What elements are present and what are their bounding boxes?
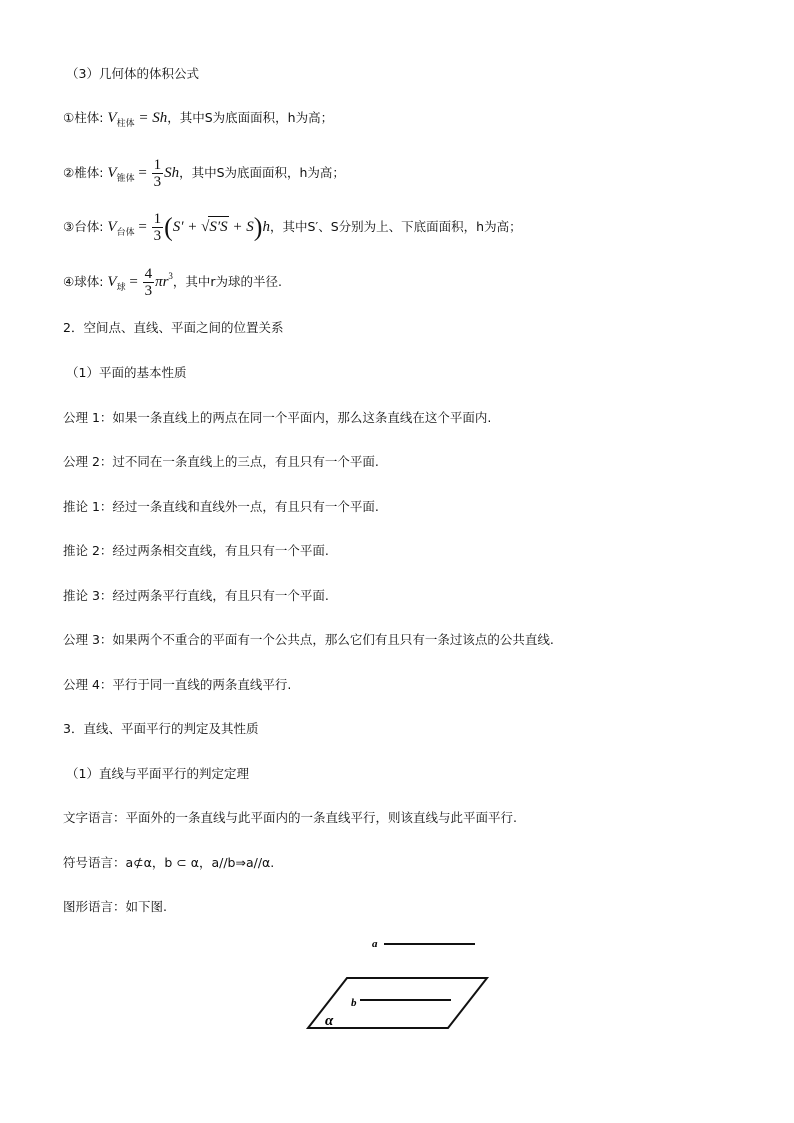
formula-sphere-label: ④球体: [63,274,104,289]
plane-alpha [308,978,487,1028]
corollary-3: 推论 3：经过两条平行直线，有且只有一个平面. [63,588,329,603]
formula-prism: ①柱体: $V_{柱体} = Sh$，其中S为底面面积，h为高； [63,110,334,129]
parallel-figure [300,928,500,1038]
plane-alpha-label: α [325,1013,334,1029]
formula-prism-label: ①柱体: [63,110,104,125]
section-3-title: 3．直线、平面平行的判定及其性质 [63,721,259,736]
formula-pyramid-note: ，其中S为底面面积，h为高； [179,164,345,180]
axiom-3: 公理 3：如果两个不重合的平面有一个公共点，那么它们有且只有一条过该点的公共直线. [63,632,554,647]
section-2-title: 2．空间点、直线、平面之间的位置关系 [63,320,284,335]
formula-frustum-label: ③台体: [63,218,104,234]
subsection-line-plane-parallel: （1）直线与平面平行的判定定理 [66,766,249,781]
formula-frustum-note: ，其中S′、S分别为上、下底面面积，h为高； [269,218,522,234]
formula-prism-note: ，其中S为底面面积，h为高； [167,110,334,125]
axiom-4: 公理 4：平行于同一直线的两条直线平行. [63,677,292,692]
text-language: 文字语言：平面外的一条直线与此平面内的一条直线平行，则该直线与此平面平行. [63,810,517,825]
axiom-2: 公理 2：过不同在一条直线上的三点，有且只有一个平面. [63,454,379,469]
line-b-label: b [351,997,357,1009]
formula-frustum: ③台体: $V_{台体}$ = $\frac{1}{3}$ (S′ + √S′S + S)h，其中S′、S分别为上、下底面面积，h为高； [63,211,522,244]
corollary-1: 推论 1：经过一条直线和直线外一点，有且只有一个平面. [63,499,379,514]
formula-pyramid-label: ②椎体: [63,164,104,180]
subsection-volume-formulas: （3）几何体的体积公式 [66,66,199,81]
corollary-2: 推论 2：经过两条相交直线，有且只有一个平面. [63,543,329,558]
subsection-plane-properties: （1）平面的基本性质 [66,365,187,380]
axiom-1: 公理 1：如果一条直线上的两点在同一个平面内，那么这条直线在这个平面内. [63,410,492,425]
symbol-language: 符号语言：a⊄α，b ⊂ α，a//b⇒a//α. [63,855,275,870]
formula-sphere-note: ，其中r为球的半径. [172,274,283,289]
formula-pyramid: ②椎体: $V_{锥体}$ = $\frac{1}{3}$ Sh，其中S为底面面积，h为高； [63,157,345,190]
line-a-label: a [372,938,378,950]
formula-sphere: ④球体: $V_球$ = $\frac{4}{3}$ $\pi r^3$，其中r为球的半径. [63,266,283,300]
figure-language: 图形语言：如下图. [63,899,167,914]
